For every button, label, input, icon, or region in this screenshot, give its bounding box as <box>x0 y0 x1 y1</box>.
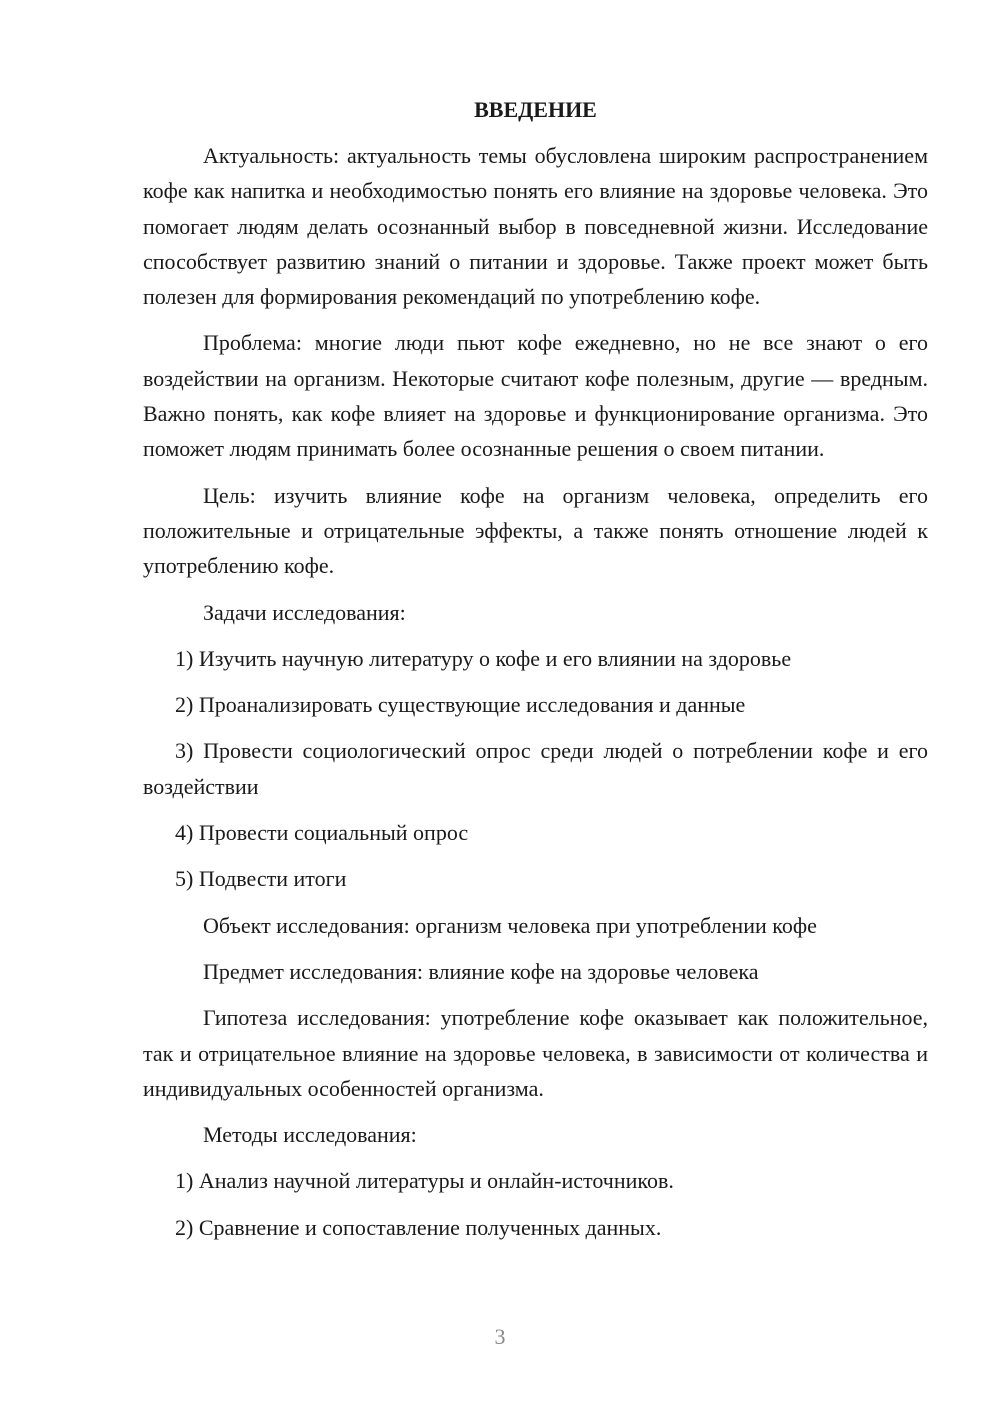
section-heading: ВВЕДЕНИЕ <box>474 97 597 122</box>
list-item-task-1: 1) Изучить научную литературу о кофе и его влиянии на здоровье <box>175 645 792 671</box>
paragraph-object: Объект исследования: организм человека при употреблении кофе <box>203 912 817 938</box>
list-item-method-1: 1) Анализ научной литературы и онлайн-источников. <box>175 1168 674 1194</box>
list-item-task-2: 2) Проанализировать существующие исследования и данные <box>175 692 746 718</box>
list-item-method-2: 2) Сравнение и сопоставление полученных данных. <box>175 1214 662 1240</box>
page-content <box>143 92 928 1256</box>
paragraph-subject: Предмет исследования: влияние кофе на здоровье человека <box>203 958 759 984</box>
paragraph-methods-heading: Методы исследования: <box>203 1122 417 1148</box>
paragraph-problem: Проблема: многие люди пьют кофе ежедневно, но не все знают о его воздействии на организм. Некоторые считают кофе полезным, другие — вредным. Важно понять, как кофе влияет на здоровье и функционирование организма. Это поможет людям принимать более осознанные решения о своем питании. <box>143 330 928 462</box>
list-item-task-5: 5) Подвести итоги <box>175 866 347 892</box>
list-item-task-3: 3) Провести социологический опрос среди людей о потреблении кофе и его воздействии <box>143 738 928 799</box>
paragraph-hypothesis: Гипотеза исследования: употребление кофе оказывает как положительное, так и отрицательное влияние на здоровье человека, в зависимости от количества и индивидуальных особенностей организма. <box>143 1005 928 1101</box>
paragraph-goal: Цель: изучить влияние кофе на организм человека, определить его положительные и отрицательные эффекты, а также понять отношение людей к употреблению кофе. <box>143 482 928 579</box>
page-number: 3 <box>494 1324 506 1349</box>
paragraph-relevance: Актуальность: актуальность темы обусловлена широким распространением кофе как напитка и необходимостью понять его влияние на здоровье человека. Это помогает людям делать осознанный выбор в повседневной жизни. Исследование способствует развитию знаний о питании и здоровье. Также проект может быть полезен для формирования рекомендаций по употреблению кофе. <box>143 143 928 310</box>
paragraph-tasks-heading: Задачи исследования: <box>203 599 406 625</box>
list-item-task-4: 4) Провести социальный опрос <box>175 820 469 846</box>
